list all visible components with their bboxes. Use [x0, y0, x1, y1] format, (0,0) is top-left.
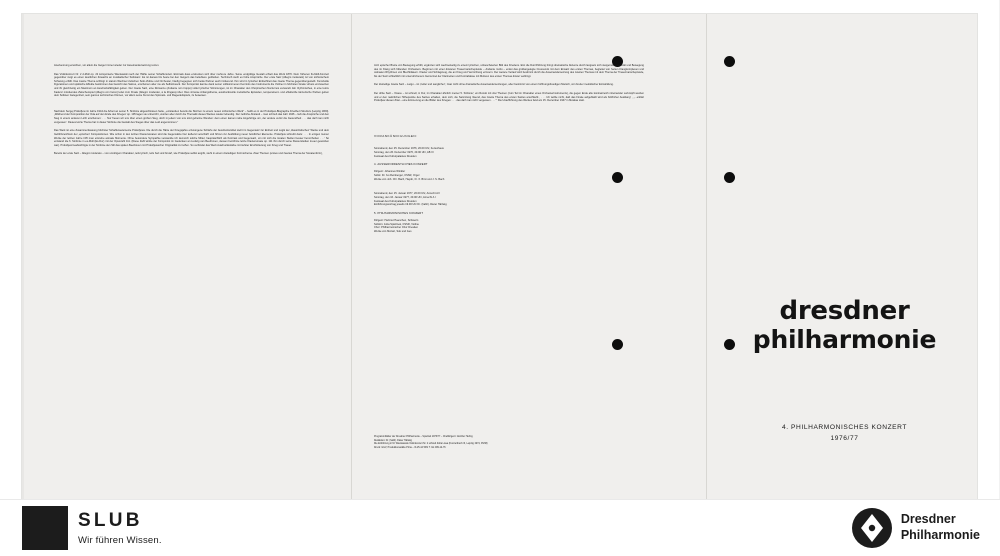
announcement-credit: Werke von Mozart, Suk und Ives [374, 229, 412, 233]
announcement-credit: Dirigent: Johannes Winkler [374, 170, 406, 174]
brand-line-1: dresdner [779, 296, 910, 326]
slub-text [78, 511, 162, 546]
announcement-heading: 5. PHILHARMONISCHES KONZERT [374, 212, 424, 216]
paragraph-spacer [54, 103, 329, 110]
paragraph: Der dritte Satz – Vivace – ist schnell, in Dur, im Charakter ähnlich meiner 5. Sinfonie'; ein Rondo mit drei Themen (zum Teil im Charakter eines Orchesterinstruments), die gegen Ende alle kontrastreich miteinander verknüpft werden und er den natürlichen Höhepunkte des Satzes erhalten, dem sich, die Sammlung lösend, das zweite Thema des ersten Satzes anschließt , . . . Ich wollte nicht, daß das Finale aufgeblaßt wird als hölzlicher Ausklang' , „...erklärt Prokofjew diesen Zitat – eine Erinnerung an die Bilder des Krieges: . . . das darf man nicht vergessen . . .' " Die Uraufführung des Werkes fand am 15. Dezember 1947 in Moskau statt. [374, 92, 644, 103]
announcement-lecture: Einführungsvortrag jeweils 19.00 Uhr Dr. (habil). Dieter Härtwig [374, 203, 447, 207]
partner-line-1: Dresdner [900, 512, 956, 527]
dresdner-philharmonie-logo [852, 508, 980, 548]
philharmonie-fan-icon [852, 508, 892, 548]
announcement-block [374, 147, 644, 181]
announcement-credit: Werke von Joh. Chr. Bach, Haydn, Fr. X. Brixi und J. S. Bach [374, 177, 445, 181]
announcement-date: Sonntag, den 26. Dezember 1976, 20.00 Uhr, AB III [374, 150, 434, 154]
announcement-venue: Festsaal des Kulturpalastes Dresden [374, 199, 417, 203]
paragraph: Der dreiteilige zweite Satz – Largo – ist ,heller und sanglicher', zwar nicht ohne dramatische Auseinandersetzungen, aber bestimmt von einem hoffnungsfreudigen Marsch, von breiter melodischer Entwicklung. [374, 83, 614, 87]
footer-bar [0, 499, 1000, 556]
imprint-block [374, 436, 624, 450]
cover-panel [706, 14, 977, 500]
paragraph: Nachdem Sergej Prokofjew im Jahre 1944 die Arbeit an seiner 5. Sinfonie abgeschlossen hatte, „entstanden bereits die Skizzen zu einem neuen sinfonischen Werk" – heißt es in der Prokofjew-Biographie Friedbert Streifers (Leipzig 1960). „Während der Komposition der Oda auf den Ende des Krieges' op. 105 lagen sie unberührt, wurden aber durch die Thematik dieses Werkes wieder lebendig. Der zeitliche Abstand – man schrieb das Jahr 1946 – ließ die Ansprüche und den Sieg in einem anderen Licht erscheinen: . . . Nur freuen wir uns über einen großen Sieg, doch in jedem von uns sind geheime Wunden: dem einen kamen nahe Angehörige um, der andere verlor die Gesundheit . . . das darf man nicht vergessen'. Dieses letzte Thema hat in dieser Sinfonie die Gestalt des Sieges über das Leid angenommen." [54, 109, 329, 124]
slub-name: SLUB [78, 509, 143, 531]
imprint-line: Die Einführung in M. Wieniawskis Violinkonzert Nr. 2 schrieb Zofia Lissa (Konzertbuch III, Leipzig 1974, DVfM) [374, 443, 488, 446]
slub-claim: Wir führen Wissen. [78, 534, 162, 546]
imprint-line: Redaktion: Dr. (habil). Dieter Härtwig [374, 439, 412, 442]
scanned-page [22, 14, 977, 500]
imprint-line: Druck: GGV, Produktionsstätte Pirna – III-25-12 5/81 T. 1kt 009-12-76 [374, 446, 446, 449]
partner-line-2: Philharmonie [900, 528, 980, 542]
punch-hole [612, 339, 623, 350]
brand-line-2: philharmonie [752, 325, 937, 354]
announcement-venue: Festsaal des Kulturpalastes Dresden [374, 154, 417, 158]
announcements-title: VORANKÜNDIGUNGEN: [374, 133, 418, 138]
text-column-left [54, 64, 329, 161]
announcement-credit: Chor: Philharmonischer Chor Dresden [374, 226, 419, 230]
paragraph: Anerkennung erworben, vor allem die Geiger immer wieder zur Auseinandersetzung reizen. [54, 64, 160, 67]
announcement-credit: Solist: Dr. Ivo Reinberger, CSSR, Orgel [374, 173, 420, 177]
slub-logo [22, 506, 162, 550]
announcement-date: Sonntag, den 16. Januar 1977, 20.00 Uhr, Anrecht A I [374, 195, 436, 199]
announcement-date: Sonnabend, den 25. Dezember 1976, 20.00 Uhr, Ferienhaus [374, 147, 444, 151]
announcement-block [374, 192, 644, 233]
cover-subtitle [722, 424, 967, 442]
paragraph: Das Werk ist eine Zusammenfassung höchster Schaffenselemente Prokofjews. Die durch die Härte der Kriegsjahre erzwungene Schärfe der Ausdrucksmittel steht im Gegensatz zur Einheit und Logik der ,klassizistischen' Werke und dem Gefühlsreichtum der ,epischen' Kompositionen. Wie schon in den letzten Klaviersonaten sind die Gegensätze hier äußerst verschärft und führen zur Ausbildung neuer feindlicher Elemente. Prokofjew schreibt dazu: . . . In einigen meiner Werke der letzten Jahre trifft man einzelne atonale Momente. Ohne besondere Sympathie verwandte ich dennoch solche Mittel, hauptsächlich als Kontrast und Gegensatz, um mit sich die tonalen Stellen besser hervorheben . . .' So entstand die 6. Sinfonie in es-Moll (Es-Dur) mit der Opuszahl 111. (Diese Zahl wirkte der Komponist im Gedenken an Ludwig van Beethoven, dessen berühmte letzte Klaviersonate op. 111 ihm durch seine Klavierstudien treuer geworden war). Prokofjew beabsichtigte in der Sinfonie den Stil das späten Beethoven mit Prokofjewscher Originalität zu treffen. So verbindet das Werk Ausdrucksstärke mit tiefster Erschütterung von Krieg und Trauer. [54, 129, 329, 147]
paragraph: Bereits der erste Satz – Allegro moderato – von unruhigem Charakter, teils lyrisch, teils hart und brutal', wie Prokofjew selbst angibt, steht in einem dreiteiligen Formschema. Zwei Themen (erstes und zweites Thema der Sonatenform), [54, 152, 323, 156]
paragraph: trotz epischer Breite von Bewegung erfüllt, ergänzen sich wechselseitig zu einem lyrischen, unbeschwerten Bild des Friedens. Erst die Durchführung bringt dramatische Akzente durch langsam sich steigernde Intensität und Bewegung des im Klang sich füllenden Orchesters. Beginnen mit einer düsteren Trauermarschepisode – Andante molto – endet das großangelegte Crescendo mit dem Einsatz des ersten Themas, begleitet von harten Klangkomplexen und ostinaten Rhythmen von Blechbläsern. Klavier und Schlagzeug, die an Krieg und Vernichtung erinnern. Der weitere Verlauf wird bestimmt durch die Auseinandersetzung des zweiten Themas mit dem Thema der Trauermarschepisode, bis der Satz schließlich mit unterstrichenem Gemurmel der Klarinetten und Kontrabässe mit Motiven des ersten Themas düster verklingt. [374, 64, 644, 78]
fold-line-left [351, 14, 352, 500]
page-surface [22, 14, 977, 500]
imprint-line: Programmblätter der Dresdner Philharmonie – Spielzeit 1976/77 – Chefdirigent: Günther Herbig [374, 436, 473, 438]
announcement-date: Sonnabend, den 15. Januar 1977, 20.00 Uhr, Anrecht A II [374, 192, 440, 196]
paragraph: Das Violinkonzert Nr. 2 d-Moll op. 22 komponierte Wieniawski nach der Hälfte seiner Schaffenszeit. Erstmals dass erstrecken sich über mehrere Jahre. Seine endgültige Gestalt erhielt das Werk 1870. Dem früheren fis-Moll-Konzert gegenüber zeigt es einen deutlichen Zuwachs an musikalischer Substanz. Es ist daraus bis heute bei den Geigern das beliebtere geblieben. Technisch steht es hohe Ansprüche. Der erste Satz (Allegro moderato) ist von sinfonischem Schwung erfüllt. Das zweite Thema schlingt in statum Wechsel zwischen Solo-Violine und Orchester, häufig begegnen sich beide Partner auch imitierend. Ihm wird in lyrischer Einfachheit das zweite Thema gegenübergestellt. Kunstvolle Figurationen und spätische Effekte bestimmen das Gesicht des Satzes, erscheinen aber nie als Selbstzweck. Der Komponist kannte dank seiner vollkommenen Kenntnis des Instruments die Violine im höchsten Grade virtuos einzusetzen und ihr gleichzeitig ein Maximum an Ausdrucksfähigkeit geben. Der zweite Satz, eine Romanze (Andante non troppo) voller lyrischer Stimmungen, ist im Charakter den Chopinschen Nocturnos verwandt. Ein rhythmisches, in eine kurze Kadenz mündendes Zwischenspiel (Allegro con fuoco) leitet zum Finale (Allegro moderato, à la Zingara) über. Dies virtuose Anfangsthema, ausdrucksvolle melodische Episoden, temperament- und effektvolle tänzerische Partien geben dem Solisten Gelegenheit, sein ganzes technisches Können, vor allem seine Kunst des Spiccato- und Flageolettspiels, zu beweisen. [54, 72, 329, 98]
announcement-credit: Dirigent: Hartmut Haenchen, Schwerin [374, 218, 419, 222]
announcement-heading: 4. AUSSERORDENTLICHES KONZERT [374, 163, 428, 167]
section-spacer [374, 108, 644, 134]
cover-concert-title: 4. PHILHARMONISCHES KONZERT [781, 424, 908, 431]
dresdner-philharmonie-text [901, 512, 980, 543]
announcement-credit: Solistin: Jutta Spätznek, CSSR, Violine [374, 222, 419, 226]
cover-season: 1976/77 [830, 435, 859, 442]
brand-wordmark [722, 298, 967, 352]
slub-square-icon [22, 506, 68, 550]
text-column-middle [374, 64, 644, 245]
